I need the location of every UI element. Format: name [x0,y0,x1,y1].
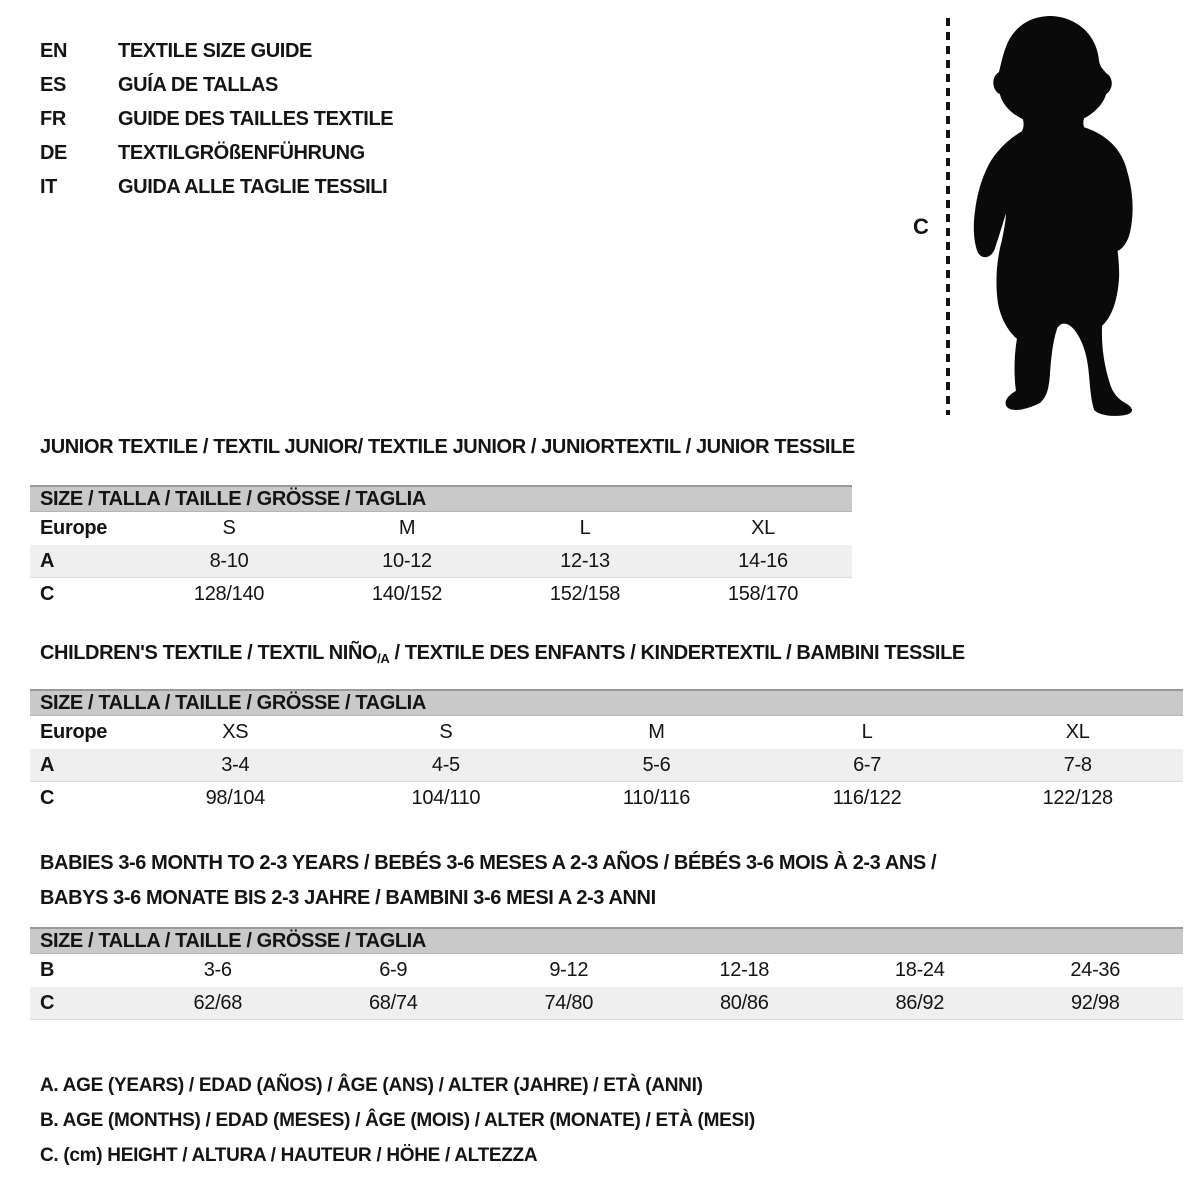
language-title: GUÍA DE TALLAS [118,74,278,96]
table-row [30,578,852,611]
language-code: FR [40,108,66,130]
size-cell: S [439,721,453,743]
junior-section-title: JUNIOR TEXTILE / TEXTIL JUNIOR/ TEXTILE JUNIOR / JUNIORTEXTIL / JUNIOR TESSILE [40,436,855,458]
months-cell: 6-9 [379,959,408,981]
height-cell: 104/110 [411,787,481,809]
size-cell: XS [222,721,249,743]
table-row [30,749,1183,782]
language-title: TEXTILGRÖßENFÜHRUNG [118,142,365,164]
height-cell: 86/92 [895,991,945,1014]
language-title: GUIDA ALLE TAGLIE TESSILI [118,176,388,198]
language-title: TEXTILE SIZE GUIDE [118,40,312,62]
size-cell: S [222,517,236,539]
age-cell: 3-4 [221,753,250,776]
babies-title-line2: BABYS 3-6 MONATE BIS 2-3 JAHRE / BAMBINI 3-6 MESI A 2-3 ANNI [40,887,656,909]
height-cell: 152/158 [549,583,621,605]
months-cell: 12-18 [719,959,770,981]
measure-legend [40,1068,755,1173]
age-cell: 6-7 [853,753,882,776]
size-cell: XL [751,517,775,539]
age-cell: 4-5 [431,753,460,776]
height-cell: 110/116 [622,787,691,809]
legend-line-c: C. (cm) HEIGHT / ALTURA / HAUTEUR / HÖHE / ALTEZZA [40,1145,538,1166]
height-cell: 74/80 [544,991,594,1014]
language-code: ES [40,74,66,96]
row-label: B [40,959,55,981]
height-cell: 122/128 [1042,787,1113,809]
children-size-table [30,689,1183,815]
size-cell: L [579,517,591,539]
language-list [40,34,393,204]
babies-section-title [40,846,936,916]
legend-line-b: B. AGE (MONTHS) / EDAD (MESES) / ÂGE (MOIS) / ALTER (MONATE) / ETÀ (MESI) [40,1110,755,1131]
row-label: Europe [40,721,108,743]
row-label: C [40,991,55,1014]
size-cell: L [861,721,873,743]
months-cell: 24-36 [1070,959,1121,981]
height-cell: 80/86 [719,991,769,1014]
table-row [30,545,852,578]
babies-size-table [30,927,1183,1020]
age-cell: 8-10 [209,549,249,572]
size-header-bar: SIZE / TALLA / TAILLE / GRÖSSE / TAGLIA [30,927,1183,954]
language-code: EN [40,40,67,62]
language-title: GUIDE DES TAILLES TEXTILE [118,108,394,130]
children-title-subscript: /A [377,651,390,666]
babies-title-line1: BABIES 3-6 MONTH TO 2-3 YEARS / BEBÉS 3-6 MESES A 2-3 AÑOS / BÉBÉS 3-6 MOIS À 2-3 ANS / [40,852,937,874]
row-label: C [40,583,55,605]
height-cell: 158/170 [727,583,799,605]
children-title-rest: / TEXTILE DES ENFANTS / KINDERTEXTIL / BAMBINI TESSILE [389,642,965,664]
age-cell: 12-13 [560,549,610,572]
height-cell: 68/74 [368,991,418,1014]
age-cell: 7-8 [1063,753,1092,776]
age-cell: 10-12 [382,549,432,572]
language-code: IT [40,176,57,198]
table-row [30,512,852,545]
height-cell: 140/152 [371,583,443,605]
size-cell: XL [1065,721,1090,743]
height-cell: 116/122 [832,787,902,809]
toddler-silhouette [962,13,1144,420]
row-label: A [40,753,55,776]
children-title-main: CHILDREN'S TEXTILE / TEXTIL NIÑO [40,642,378,664]
size-cell: M [648,721,665,743]
size-header-bar: SIZE / TALLA / TAILLE / GRÖSSE / TAGLIA [30,689,1183,716]
table-row [30,954,1183,987]
height-measure-dashed-line [946,18,950,415]
legend-line-a: A. AGE (YEARS) / EDAD (AÑOS) / ÂGE (ANS) / ALTER (JAHRE) / ETÀ (ANNI) [40,1075,703,1096]
age-cell: 5-6 [642,753,671,776]
size-header-bar: SIZE / TALLA / TAILLE / GRÖSSE / TAGLIA [30,485,852,512]
children-section-title [40,642,965,666]
age-cell: 14-16 [738,549,788,572]
table-row [30,716,1183,749]
language-code: DE [40,142,67,164]
height-cell: 128/140 [193,583,265,605]
height-cell: 92/98 [1070,991,1120,1014]
row-label: A [40,549,55,572]
junior-size-table [30,485,852,611]
row-label: Europe [40,517,108,539]
size-cell: M [398,517,416,539]
months-cell: 3-6 [203,959,232,981]
table-row [30,987,1183,1020]
height-cell: 62/68 [193,991,243,1014]
months-cell: 18-24 [894,959,945,981]
height-measure-label: C [913,214,929,239]
table-row [30,782,1183,815]
months-cell: 9-12 [549,959,589,981]
height-cell: 98/104 [205,787,265,809]
row-label: C [40,787,55,809]
